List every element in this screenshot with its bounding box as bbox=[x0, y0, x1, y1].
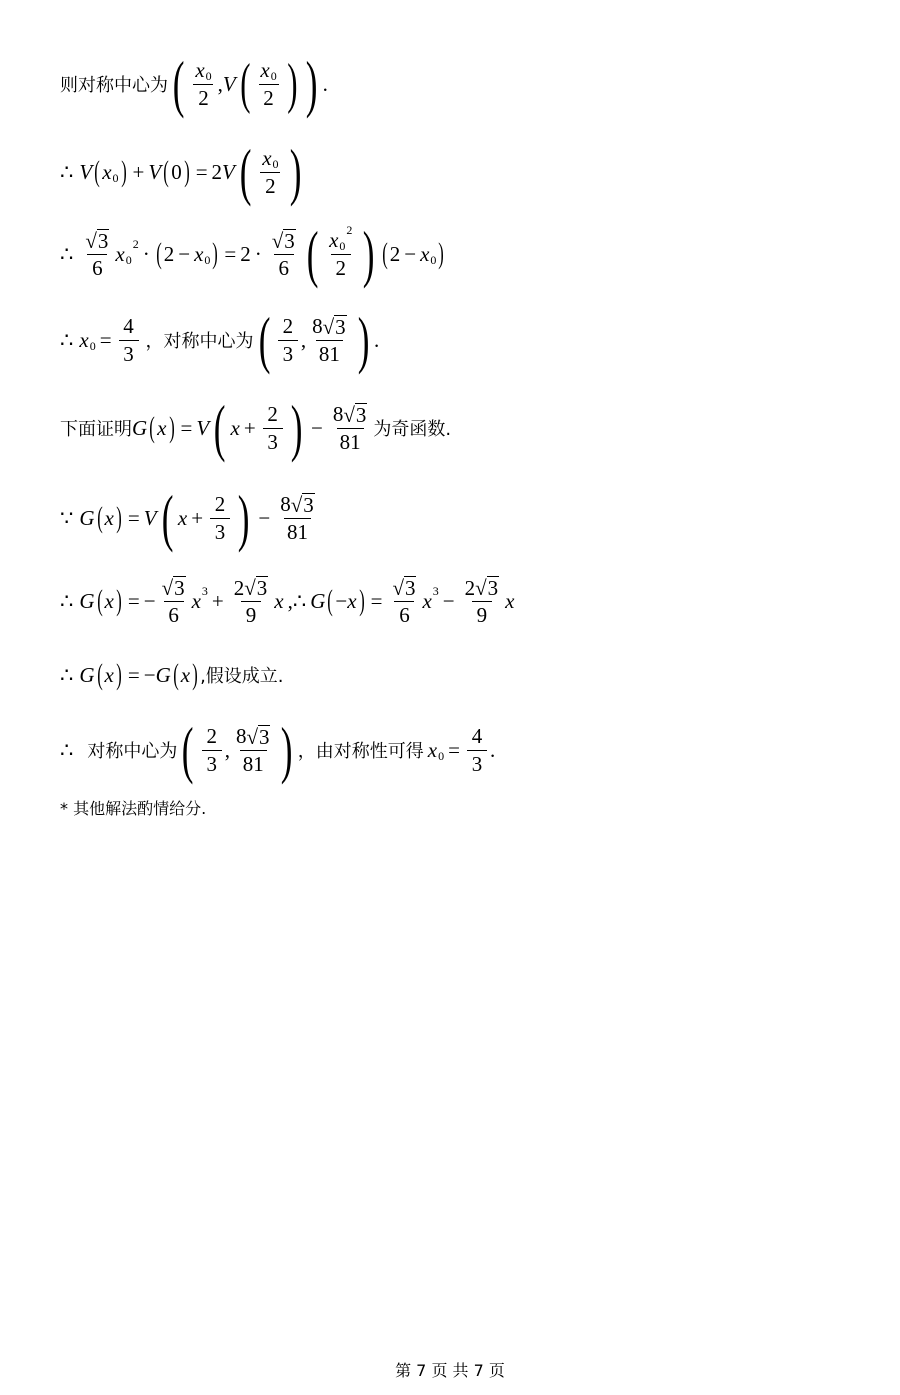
line-4-text: ，对称中心为 bbox=[145, 331, 254, 352]
line-9-text: 对称中心为 bbox=[87, 741, 178, 762]
line-4-result: ∴ x 0 = $\frac{4}{3}$ ，对称中心为 ( $\frac{2}{3}$ , 8 √ 3 81 ) . bbox=[60, 304, 380, 375]
line-7-expansion: ∴ G ( x ) = − √ 3 6 x 3 + 2 √ 3 9 x ,∴ G ( − x ) = √ 3 6 x 3 − 2 √ 3 9 x bbox=[60, 575, 515, 628]
line-9-mid: ，由对称性可得 bbox=[297, 741, 424, 762]
line-5-tail: 为奇函数. bbox=[373, 419, 452, 440]
line-5-text: 下面证明 bbox=[60, 419, 132, 440]
line-6-definition: ∵ G ( x ) = V ( x + $\frac{2}{3}$ ) − 8 √ 3 81 bbox=[60, 482, 314, 553]
line-5-proof-statement: 下面证明 G ( x ) = V ( x + $\frac{2}{3}$ ) − 8 √ 3 81 为奇函数. bbox=[60, 392, 452, 463]
page-footer: 第 7 页 共 7 页 bbox=[395, 1361, 505, 1380]
line-3-equation: ∴ √ 3 6 x 0 2 · ( 2 − x 0 ) = 2 · √ 3 6 ( x 0 2 2 ) ( 2 − x 0 ) bbox=[60, 218, 445, 289]
line-9-conclusion: ∴ 对称中心为 ( $\frac{2}{3}$ , 8 √ 3 81 ) ，由对称性可得 x 0 = $\frac{4}{3}$ . bbox=[60, 714, 496, 785]
line-2-equation: ∴ V ( x 0 ) + V ( 0 ) = 2 V ( x 0 2 ) bbox=[60, 136, 302, 207]
line-1-text: 则对称中心为 bbox=[60, 75, 168, 96]
line-1-symmetry-center bbox=[60, 48, 328, 119]
line-8-odd-function: ∴ G ( x ) = − G ( x ) ,假设成立. bbox=[60, 658, 284, 691]
grading-note bbox=[60, 796, 206, 819]
line-8-text: ,假设成立. bbox=[200, 666, 284, 687]
line-1-formula: ( x 0 2 , V ( x 0 2 ) ) . bbox=[172, 48, 328, 119]
grading-note-text: * 其他解法酌情给分. bbox=[60, 799, 207, 818]
